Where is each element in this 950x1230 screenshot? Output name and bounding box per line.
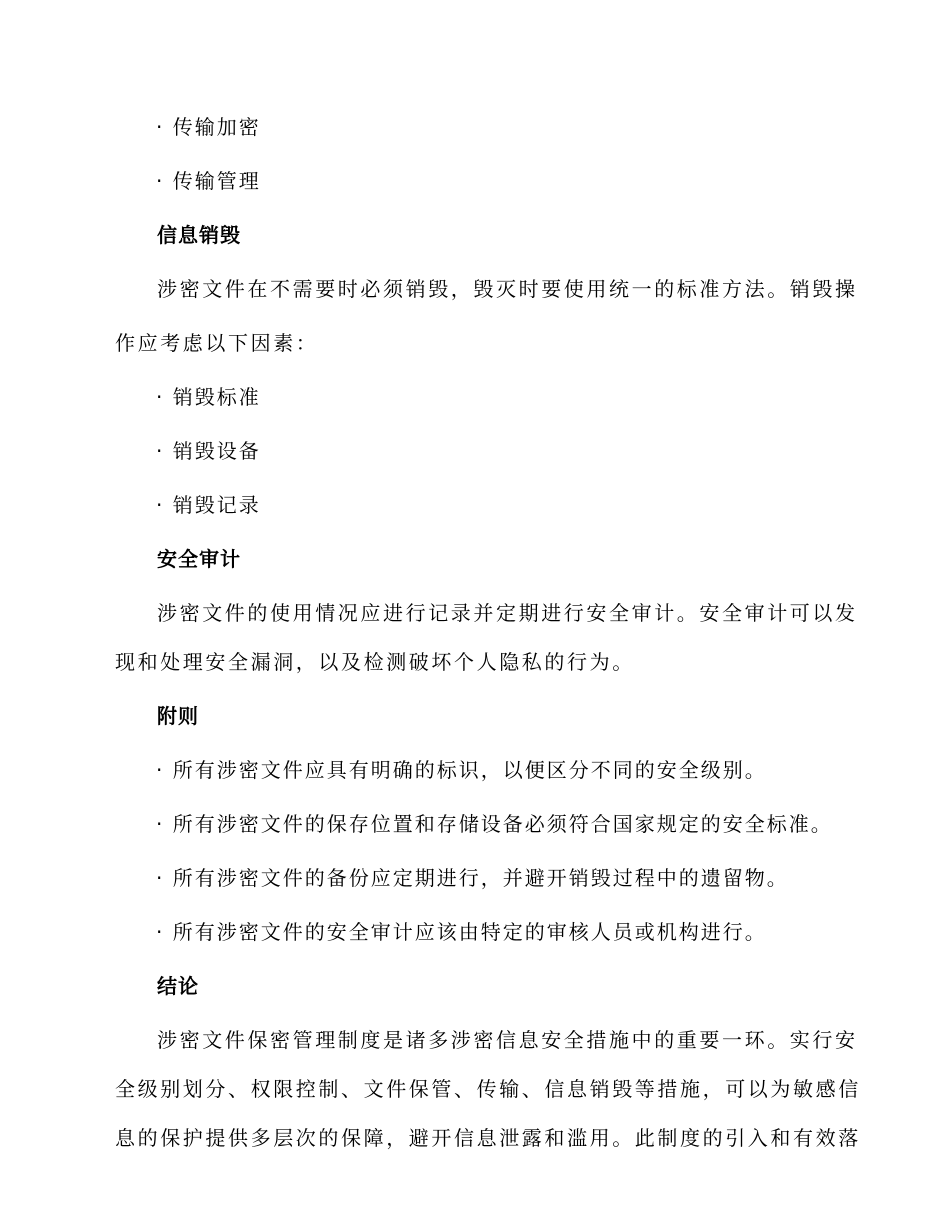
paragraph-destruction	[115, 269, 858, 363]
list-item-transfer-encryption: · 传输加密	[156, 115, 261, 139]
paragraph-line: 现和处理安全漏洞，以及检测破坏个人隐私的行为。	[115, 650, 635, 674]
paragraph-conclusion	[115, 1020, 861, 1158]
paragraph-line: 全级别划分、权限控制、文件保管、传输、信息销毁等措施，可以为敏感信	[115, 1077, 861, 1101]
paragraph-audit	[115, 593, 858, 682]
list-item-appendix-3: · 所有涉密文件的备份应定期进行，并避开销毁过程中的遗留物。	[156, 866, 789, 890]
list-item-destruction-standard: · 销毁标准	[156, 385, 261, 409]
list-item-appendix-2: · 所有涉密文件的保存位置和存储设备必须符合国家规定的安全标准。	[156, 812, 833, 836]
list-item-appendix-4: · 所有涉密文件的安全审计应该由特定的审核人员或机构进行。	[156, 920, 767, 944]
list-item-appendix-1: · 所有涉密文件应具有明确的标识，以便区分不同的安全级别。	[156, 758, 767, 782]
paragraph-line: 涉密文件保密管理制度是诸多涉密信息安全措施中的重要一环。实行安	[157, 1028, 858, 1052]
paragraph-line: 涉密文件在不需要时必须销毁，毁灭时要使用统一的标准方法。销毁操	[157, 277, 858, 301]
list-item-destruction-equipment: · 销毁设备	[156, 439, 261, 463]
section-heading-audit: 安全审计	[157, 547, 241, 571]
paragraph-line: 息的保护提供多层次的保障，避开信息泄露和滥用。此制度的引入和有效落	[115, 1126, 861, 1150]
section-heading-conclusion: 结论	[157, 974, 199, 998]
section-heading-destruction: 信息销毁	[157, 223, 241, 247]
paragraph-line: 涉密文件的使用情况应进行记录并定期进行安全审计。安全审计可以发	[157, 601, 858, 625]
list-item-transfer-management: · 传输管理	[156, 169, 261, 193]
document-body	[115, 107, 861, 1172]
section-heading-appendix: 附则	[157, 704, 199, 728]
list-item-destruction-record: · 销毁记录	[156, 493, 261, 517]
paragraph-line: 作应考虑以下因素：	[115, 331, 319, 355]
